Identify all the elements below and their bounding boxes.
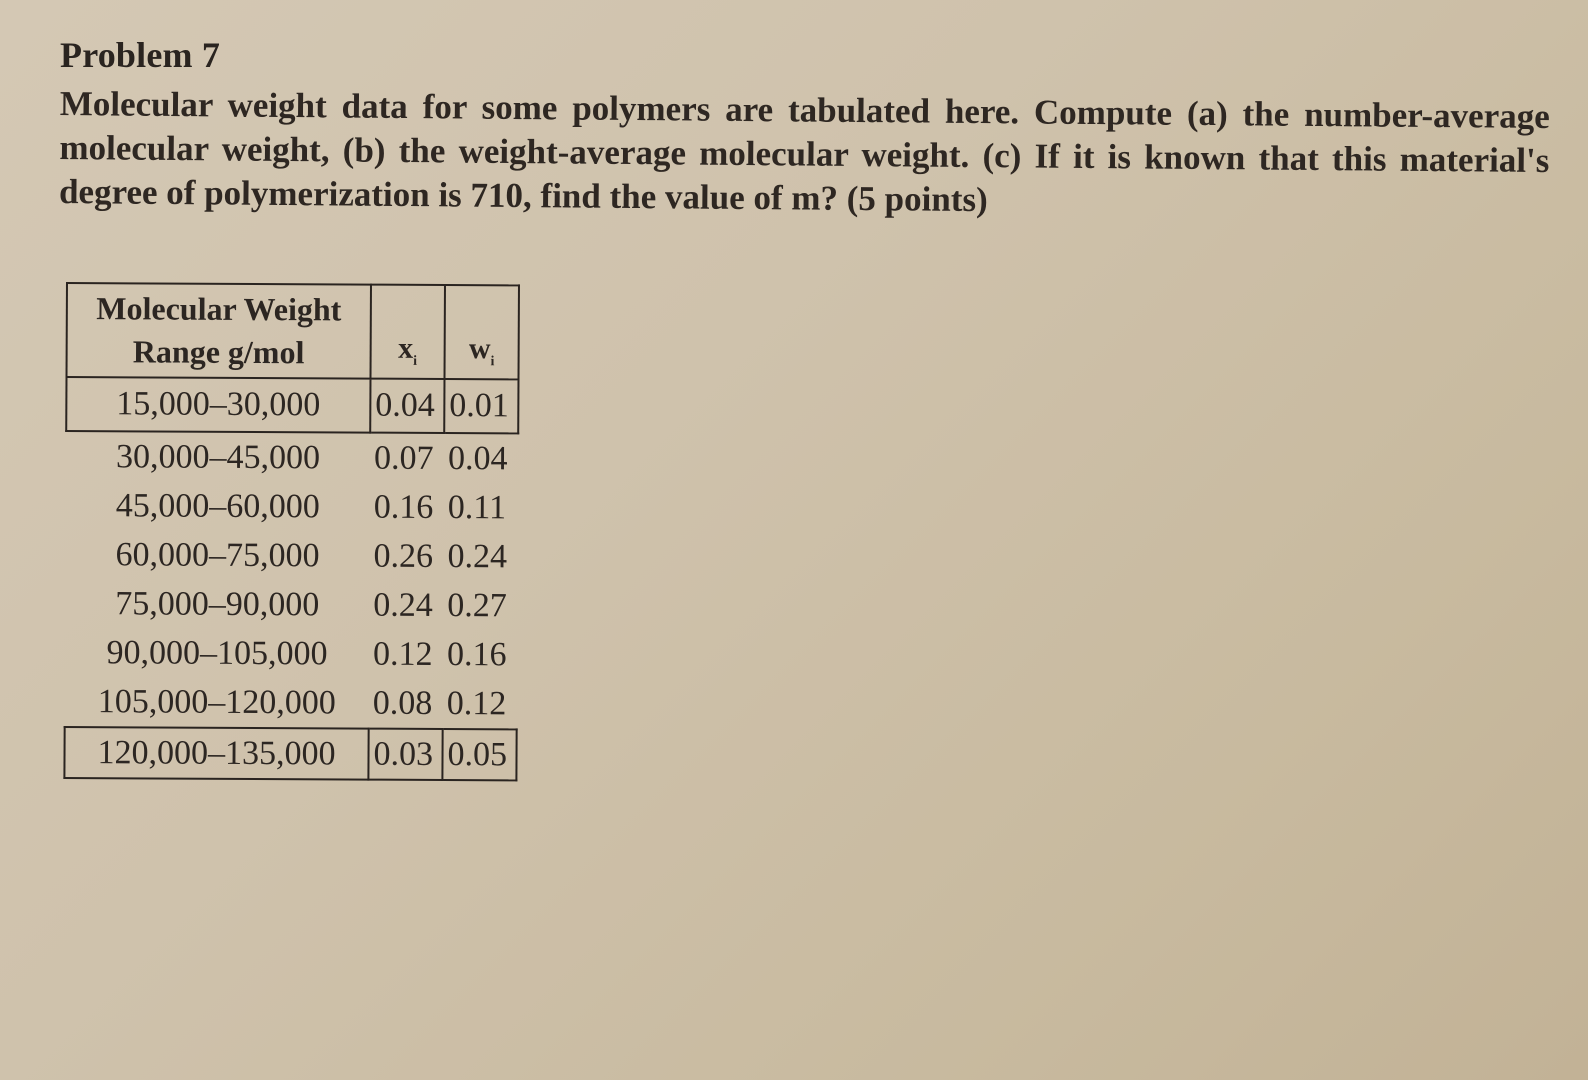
cell-range: 45,000–60,000 bbox=[115, 486, 320, 525]
problem-statement: Molecular weight data for some polymers are tabulated here. Compute (a) the number-average molecular weight, (b) the weight-average molecular weight. (c) If it is known that this material's degree of polymerization is 710, find the value of m? (5 points) bbox=[58, 83, 1550, 220]
header-range-line1: Molecular Weight bbox=[96, 290, 342, 328]
cell-x: 0.03 bbox=[368, 729, 442, 780]
cell-range: 90,000–105,000 bbox=[106, 633, 328, 672]
cell-w: 0.11 bbox=[447, 488, 507, 526]
cell-x: 0.12 bbox=[372, 635, 433, 673]
cell-range: 105,000–120,000 bbox=[97, 682, 336, 721]
cell-w: 0.27 bbox=[447, 586, 507, 624]
cell-range: 120,000–135,000 bbox=[64, 727, 368, 780]
table-row bbox=[66, 377, 518, 433]
header-x bbox=[370, 285, 444, 379]
molecular-weight-table bbox=[63, 282, 528, 781]
cell-x: 0.04 bbox=[370, 379, 444, 433]
header-x-sub: i bbox=[413, 353, 418, 369]
cell-w: 0.01 bbox=[444, 379, 518, 433]
cell-w: 0.04 bbox=[447, 439, 508, 477]
cell-range: 60,000–75,000 bbox=[115, 535, 320, 574]
cell-w: 0.05 bbox=[442, 729, 516, 780]
cell-x: 0.26 bbox=[373, 537, 434, 575]
table-header-row bbox=[67, 283, 519, 379]
table-row bbox=[66, 431, 518, 483]
table-row bbox=[66, 481, 518, 532]
data-table bbox=[63, 282, 520, 781]
header-range bbox=[67, 283, 371, 379]
cell-range: 75,000–90,000 bbox=[115, 584, 320, 623]
header-w-label: w bbox=[468, 332, 491, 366]
cell-x: 0.08 bbox=[372, 684, 433, 722]
table-row bbox=[65, 579, 517, 630]
header-range-line2: Range g/mol bbox=[132, 333, 305, 371]
cell-x: 0.24 bbox=[373, 586, 433, 624]
table-row bbox=[65, 677, 517, 729]
cell-range: 30,000–45,000 bbox=[115, 437, 321, 476]
cell-w: 0.12 bbox=[446, 684, 507, 722]
cell-w: 0.24 bbox=[447, 537, 508, 575]
table-row bbox=[65, 628, 517, 679]
header-x-label: x bbox=[398, 331, 414, 365]
cell-range: 15,000–30,000 bbox=[66, 377, 370, 433]
cell-w: 0.16 bbox=[446, 635, 507, 673]
table-row bbox=[64, 727, 516, 780]
header-w bbox=[444, 285, 518, 379]
header-w-sub: i bbox=[490, 354, 495, 370]
cell-x: 0.16 bbox=[373, 488, 434, 526]
table-row bbox=[65, 530, 517, 581]
problem-heading: Problem 7 bbox=[60, 35, 221, 75]
cell-x: 0.07 bbox=[373, 439, 434, 477]
